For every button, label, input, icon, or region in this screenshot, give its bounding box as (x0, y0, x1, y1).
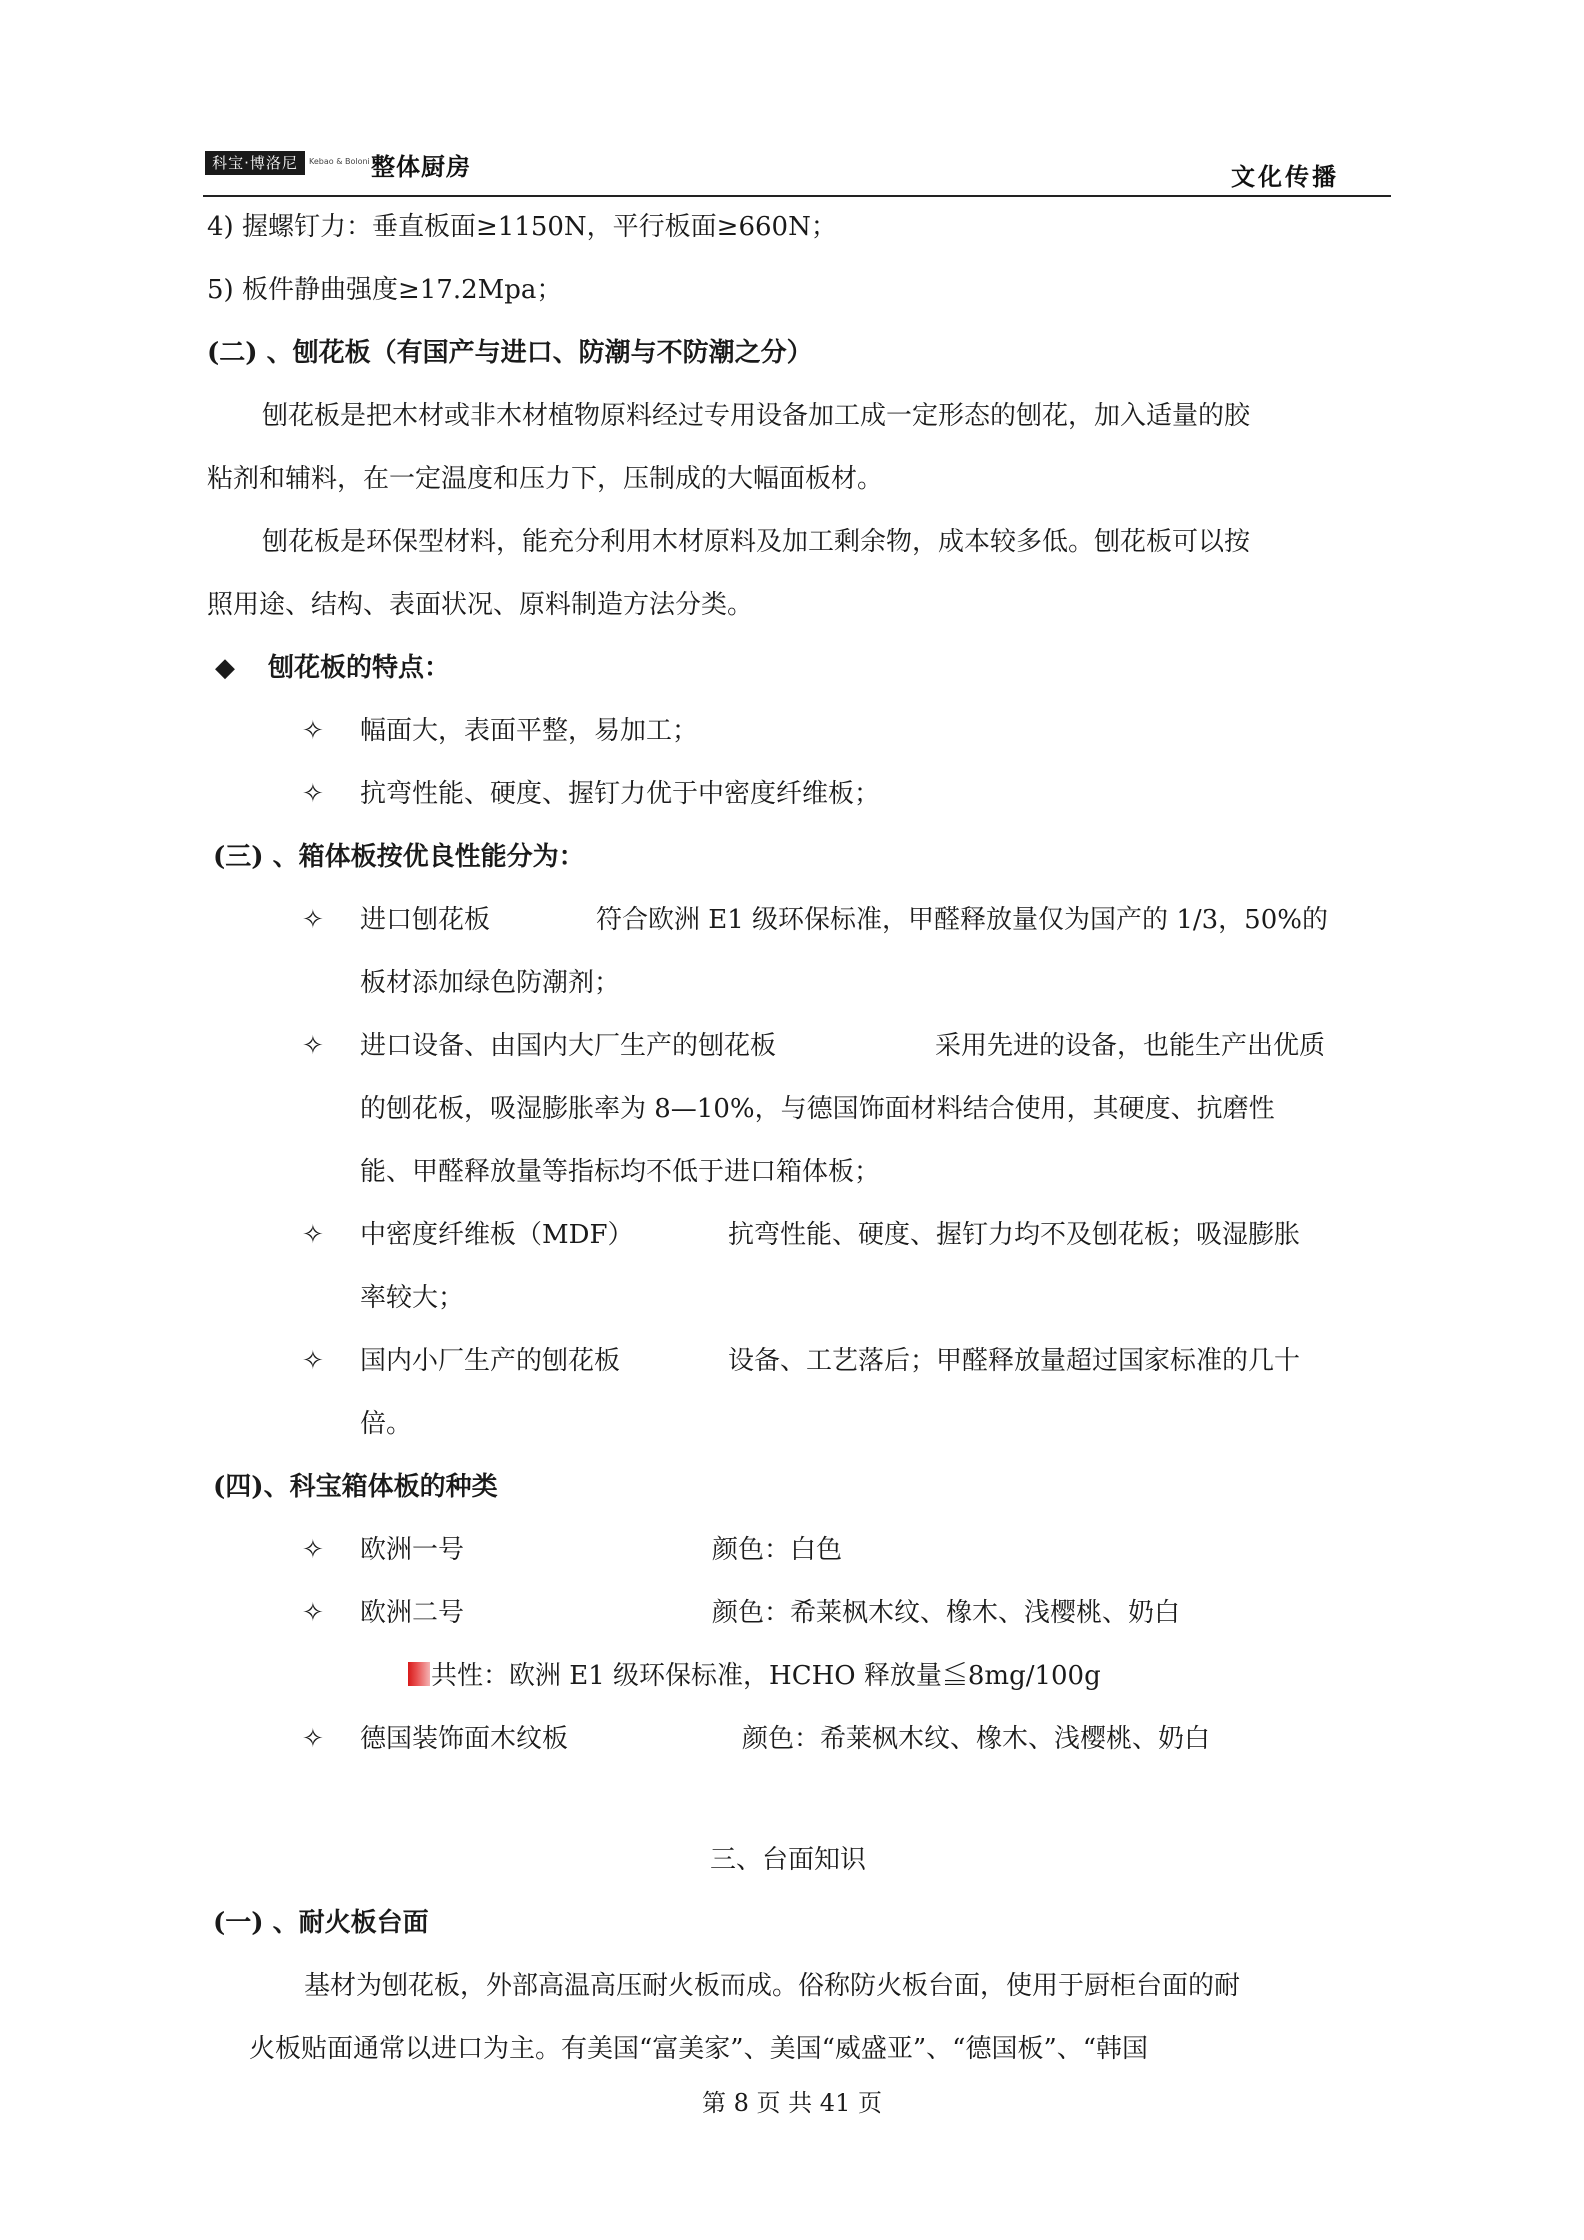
spec-line-bending-strength: 5) 板件静曲强度≥17.2Mpa； (207, 275, 563, 305)
paragraph-1-line-1: 刨花板是把木材或非木材植物原料经过专用设备加工成一定形态的刨花，加入适量的胶 (262, 401, 1251, 431)
box-board-1-desc-cont: 板材添加绿色防潮剂； (360, 968, 621, 998)
paragraph-3-line-1: 基材为刨花板，外部高温高压耐火板而成。俗称防火板台面，使用于厨柜台面的耐 (304, 1971, 1241, 2001)
diamond-bullet-icon: ◆ (215, 653, 235, 683)
heading-box-board: (三) 、箱体板按优良性能分为： (213, 842, 585, 872)
feature-item-2: 抗弯性能、硬度、握钉力优于中密度纤维板； (360, 779, 881, 809)
paragraph-2-line-2: 照用途、结构、表面状况、原料制造方法分类。 (207, 590, 754, 620)
paragraph-2-line-1: 刨花板是环保型材料，能充分利用木材原料及加工剩余物，成本较多低。刨花板可以按 (262, 527, 1251, 557)
box-board-3-name: 中密度纤维板（MDF） (360, 1220, 634, 1250)
box-board-2-desc-cont: 能、甲醛释放量等指标均不低于进口箱体板； (360, 1157, 881, 1187)
box-board-2-desc: 采用先进的设备，也能生产出优质 (935, 1031, 1326, 1061)
star-bullet-icon: ✧ (302, 905, 324, 935)
heading-board-types: (四)、科宝箱体板的种类 (213, 1472, 498, 1502)
star-bullet-icon: ✧ (302, 1220, 324, 1250)
box-board-3-desc-cont: 率较大； (360, 1283, 465, 1313)
paragraph-3-line-2: 火板贴面通常以进口为主。有美国“富美家”、美国“威盛亚”、“德国板”、“韩国 (249, 2034, 1149, 2064)
star-bullet-icon: ✧ (302, 1724, 324, 1754)
board-type-3-color: 颜色：希莱枫木纹、橡木、浅樱桃、奶白 (742, 1724, 1211, 1754)
box-board-4-desc: 设备、工艺落后；甲醛释放量超过国家标准的几十 (728, 1346, 1301, 1376)
feature-item-1: 幅面大，表面平整，易加工； (360, 716, 699, 746)
common-properties: 共性：欧洲 E1 级环保标准，HCHO 释放量≦8mg/100g (431, 1661, 1101, 1691)
board-type-1-color: 颜色：白色 (712, 1535, 843, 1565)
box-board-1-name: 进口刨花板 (360, 905, 491, 935)
star-bullet-icon: ✧ (302, 1535, 324, 1565)
star-bullet-icon: ✧ (302, 716, 324, 746)
board-type-2-name: 欧洲二号 (360, 1598, 465, 1628)
section-heading-countertop: 三、台面知识 (710, 1845, 867, 1875)
page-header (203, 143, 1391, 197)
section-title: 文化传播 (1231, 163, 1339, 191)
star-bullet-icon: ✧ (302, 1598, 324, 1628)
page-number: 第 8 页 共 41 页 (702, 2089, 882, 2117)
box-board-1-desc: 符合欧洲 E1 级环保标准，甲醛释放量仅为国产的 1/3，50%的 (596, 905, 1328, 935)
box-board-4-name: 国内小厂生产的刨花板 (360, 1346, 621, 1376)
spec-line-screw-force: 4) 握螺钉力：垂直板面≥1150N，平行板面≥660N； (207, 212, 837, 242)
star-bullet-icon: ✧ (302, 1031, 324, 1061)
board-type-1-name: 欧洲一号 (360, 1535, 465, 1565)
heading-particle-board: (二) 、刨花板（有国产与进口、防潮与不防潮之分） (207, 338, 813, 368)
star-bullet-icon: ✧ (302, 1346, 324, 1376)
star-bullet-icon: ✧ (302, 779, 324, 809)
board-type-2-color: 颜色：希莱枫木纹、橡木、浅樱桃、奶白 (712, 1598, 1181, 1628)
box-board-3-desc: 抗弯性能、硬度、握钉力均不及刨花板；吸湿膨胀 (728, 1220, 1301, 1250)
box-board-4-desc-cont: 倍。 (360, 1409, 413, 1439)
features-title: 刨花板的特点： (268, 653, 451, 683)
paragraph-1-line-2: 粘剂和辅料，在一定温度和压力下，压制成的大幅面板材。 (207, 464, 884, 494)
red-marker-icon (408, 1662, 430, 1686)
box-board-2-desc-cont: 的刨花板，吸湿膨胀率为 8—10%，与德国饰面材料结合使用，其硬度、抗磨性 (360, 1094, 1275, 1124)
brand-logo-tagline: Kebao & Boloni (309, 157, 370, 166)
brand-title: 整体厨房 (371, 153, 471, 181)
brand-logo: 科宝·博洛尼 (205, 151, 305, 175)
board-type-3-name: 德国装饰面木纹板 (360, 1724, 569, 1754)
box-board-2-name: 进口设备、由国内大厂生产的刨花板 (360, 1031, 777, 1061)
heading-fireproof-countertop: (一) 、耐火板台面 (213, 1908, 429, 1938)
